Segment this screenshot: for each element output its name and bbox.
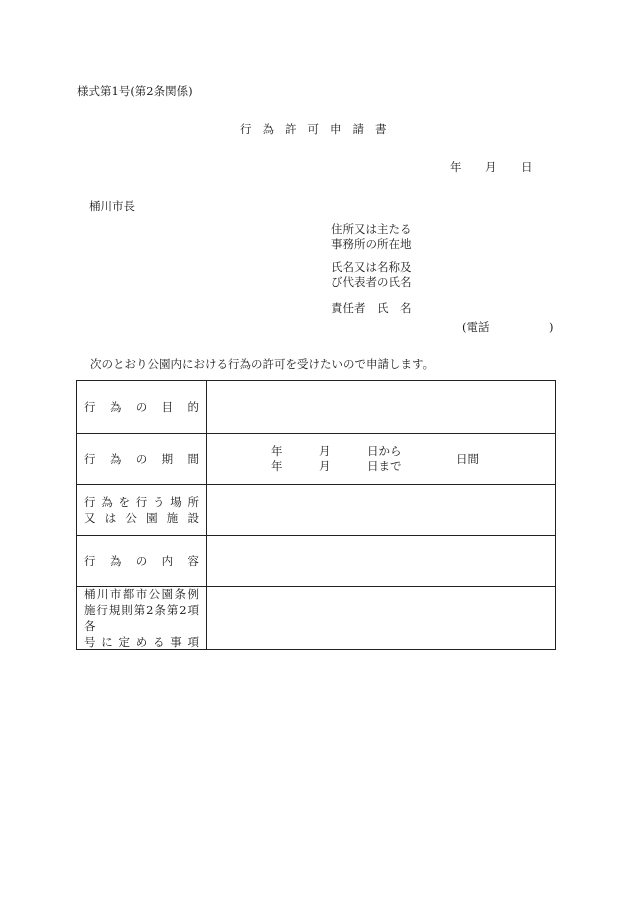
period-label: 行為の期間 [84,452,199,466]
content-label-cell [77,536,207,586]
phone-close-paren: ) [549,320,554,334]
table-row-place [77,484,555,535]
place-label-line-1: 行為を行う場所 [84,495,199,509]
purpose-field[interactable] [207,381,555,433]
application-table [76,380,556,650]
purpose-label: 行為の目的 [84,400,199,414]
document-title: 行為許可申請書 [240,122,398,136]
place-field[interactable] [207,485,555,535]
table-row-period [77,433,555,484]
place-label-cell [77,485,207,535]
period-start-month: 月 [319,444,331,458]
name-label-line-1: 氏名又は名称及 [331,260,412,274]
table-row-purpose [77,381,555,433]
period-start-year: 年 [271,444,283,458]
date-day: 日 [521,160,533,174]
phone-label: (電話 [462,320,490,334]
period-end-month: 月 [319,459,331,473]
period-end-year: 年 [271,459,283,473]
date-month: 月 [485,160,497,174]
table-row-content [77,535,555,586]
period-field[interactable] [207,434,555,484]
table-row-rules [77,586,555,649]
rules-label-line-3: 号に定める事項 [84,635,199,649]
period-label-cell [77,434,207,484]
addressee: 桶川市長 [89,199,135,213]
form-number: 様式第1号(第2条関係) [77,84,193,98]
responsible-person-label: 責任者 氏 名 [331,301,412,315]
period-days: 日間 [456,452,479,466]
rules-field[interactable] [207,587,555,649]
period-end-until: 日まで [367,459,402,473]
place-label-line-2: 又は公園施設 [84,511,199,525]
address-label-line-2: 事務所の所在地 [331,237,412,251]
period-start-from: 日から [367,444,402,458]
intro-sentence: 次のとおり公園内における行為の許可を受けたいので申請します。 [90,357,435,371]
content-label: 行為の内容 [84,554,199,568]
name-label-line-2: び代表者の氏名 [331,275,412,289]
rules-label-cell [77,587,207,649]
purpose-label-cell [77,381,207,433]
rules-label-line-2: 施行規則第2条第2項各 [84,603,199,633]
rules-label-line-1: 桶川市都市公園条例 [84,587,199,601]
address-label-line-1: 住所又は主たる [331,222,412,236]
content-field[interactable] [207,536,555,586]
date-year: 年 [450,160,462,174]
